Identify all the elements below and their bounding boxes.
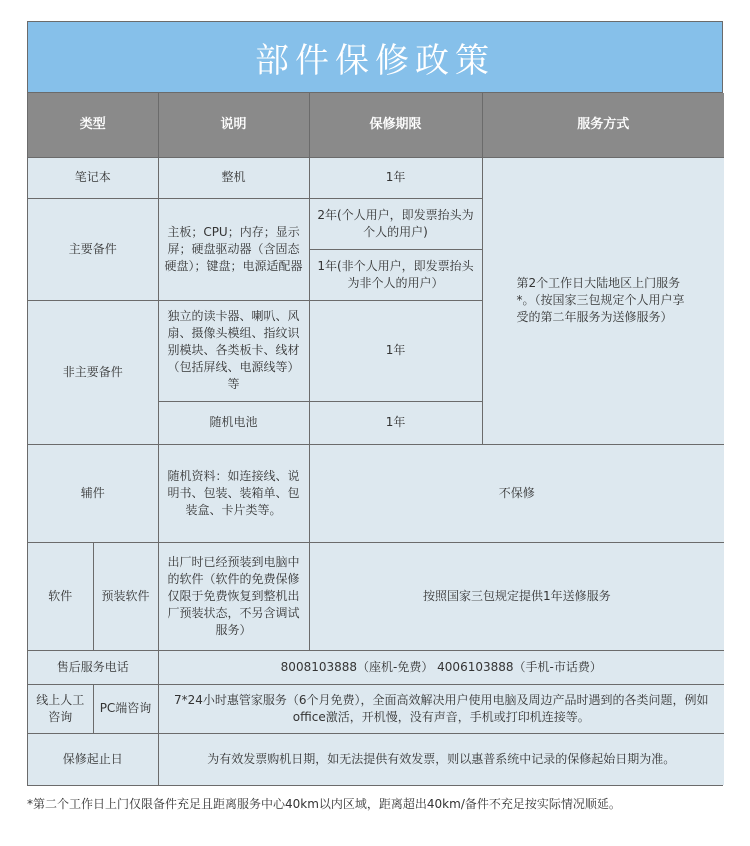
online-sublabel: PC端咨询 <box>93 684 158 733</box>
notebook-period: 1年 <box>309 157 482 198</box>
table-row <box>28 157 724 198</box>
online-label: 线上人工咨询 <box>28 684 93 733</box>
software-type: 软件 <box>28 542 93 650</box>
warranty-table <box>28 93 724 785</box>
main-parts-period-personal: 2年(个人用户，即发票抬头为个人的用户) <box>309 198 482 249</box>
hotline-label: 售后服务电话 <box>28 650 158 684</box>
notebook-type: 笔记本 <box>28 157 158 198</box>
page-title: 部件保修政策 <box>28 22 722 93</box>
footnote: *第二个工作日上门仅限备件充足且距离服务中心40km以内区域，距离超出40km/备件不充足按实际情况顺延。 <box>27 797 621 811</box>
battery-desc: 随机电池 <box>158 401 309 444</box>
warranty-policy-sheet <box>27 21 723 786</box>
main-parts-period-non-personal: 1年(非个人用户，即发票抬头为非个人的用户） <box>309 249 482 300</box>
notebook-desc: 整机 <box>158 157 309 198</box>
table-row <box>28 542 724 650</box>
non-main-parts-desc: 独立的读卡器、喇叭、风扇、摄像头模组、指纹识别模块、各类板卡、线材（包括屏线、电源线等）等 <box>158 300 309 401</box>
main-parts-type: 主要备件 <box>28 198 158 300</box>
software-desc: 出厂时已经预装到电脑中的软件（软件的免费保修仅限于免费恢复到整机出厂预装状态，不另含调试服务） <box>158 542 309 650</box>
online-value: 7*24小时惠管家服务（6个月免费），全面高效解决用户使用电脑及周边产品时遇到的各类问题，例如office激活，开机慢，没有声音，手机或打印机连接等。 <box>158 684 724 733</box>
main-parts-desc: 主板；CPU；内存；显示屏；硬盘驱动器（含固态硬盘）；键盘；电源适配器 <box>158 198 309 300</box>
hotline-value: 8008103888（座机-免费） 4006103888（手机-市话费） <box>158 650 724 684</box>
start-date-label: 保修起止日 <box>28 733 158 785</box>
non-main-parts-type: 非主要备件 <box>28 300 158 444</box>
software-policy: 按照国家三包规定提供1年送修服务 <box>309 542 724 650</box>
start-date-value: 为有效发票购机日期，如无法提供有效发票，则以惠普系统中记录的保修起始日期为准。 <box>158 733 724 785</box>
header-period: 保修期限 <box>309 93 482 157</box>
software-subtype: 预装软件 <box>93 542 158 650</box>
non-main-parts-period: 1年 <box>309 300 482 401</box>
header-description: 说明 <box>158 93 309 157</box>
table-header-row <box>28 93 724 157</box>
accessories-type: 辅件 <box>28 444 158 542</box>
table-row <box>28 733 724 785</box>
service-mode: 第2个工作日大陆地区上门服务*。（按国家三包规定个人用户享受的第二年服务为送修服务） <box>482 157 724 444</box>
battery-period: 1年 <box>309 401 482 444</box>
accessories-desc: 随机资料：如连接线、说明书、包装、装箱单、包装盒、卡片类等。 <box>158 444 309 542</box>
table-row <box>28 684 724 733</box>
accessories-policy: 不保修 <box>309 444 724 542</box>
header-service: 服务方式 <box>482 93 724 157</box>
header-type: 类型 <box>28 93 158 157</box>
table-row <box>28 650 724 684</box>
table-row <box>28 444 724 542</box>
